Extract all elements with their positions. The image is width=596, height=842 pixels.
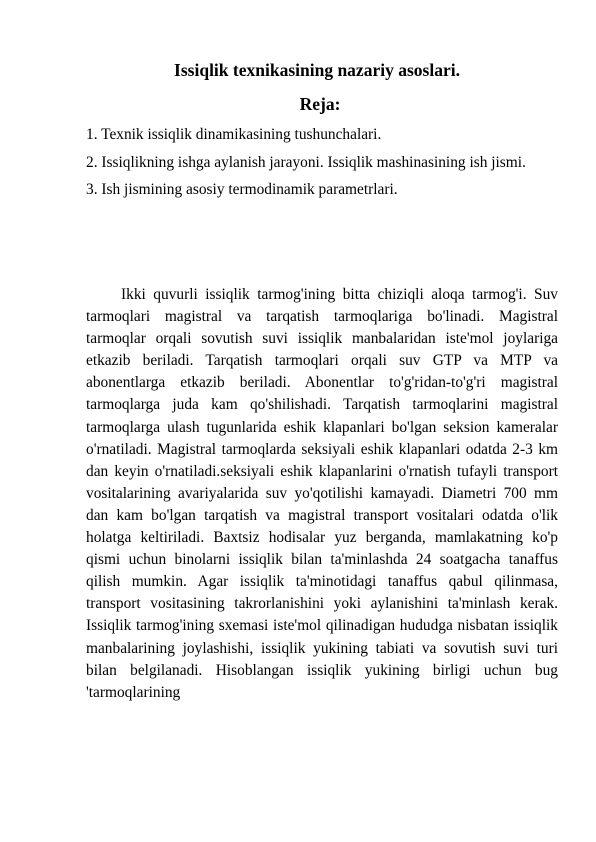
plan-item: 1. Texnik issiqlik dinamikasining tushunchalari. <box>86 126 382 143</box>
body-paragraph: Ikki quvurli issiqlik tarmog'ining bitta chiziqli aloqa tarmog'i. Suv tarmoqlari magistral va tarqatish tarmoqlariga bo'linadi. Magistral tarmoqlar orqali sovutish suvi issiqlik manbalaridan iste'mol joylariga etkazib beriladi. Tarqatish tarmoqlari orqali suv GTP va MTP va abonentlarga etkazib beriladi. Abonentlar to'g'ridan-to'g'ri magistral tarmoqlarga juda kam qo'shilishadi. Tarqatish tarmoqlarini magistral tarmoqlarga ulash tugunlarida eshik klapanlari bo'lgan seksion kameralar o'rnatiladi. Magistral tarmoqlarda seksiyali eshik klapanlari odatda 2-3 km dan keyin o'rnatiladi.seksiyali eshik klapanlarini o'rnatish tufayli transport vositalarining avariyalarida suv yo'qotilishi kamayadi. Diametri 700 mm dan kam bo'lgan tarqatish va magistral transport vositalari odatda o'lik holatga keltiriladi. Baxtsiz hodisalar yuz berganda, mamlakatning ko'p qismi uchun binolarni issiqlik bilan ta'minlashda 24 soatgacha tanaffus qilish mumkin. Agar issiqlik ta'minotidagi tanaffus qabul qilinmasa, transport vositasining takrorlanishini yoki aylanishini ta'minlash kerak. Issiqlik tarmog'ining sxemasi iste'mol qilinadigan hududga nisbatan issiqlik manbalarining joylashishi, issiqlik yukining tabiati va sovutish suvi turi bilan belgilanadi. Hisoblangan issiqlik yukining birligi uchun bug 'tarmoqlarining <box>86 286 558 701</box>
plan-item: 3. Ish jismining asosiy termodinamik parametrlari. <box>86 181 398 198</box>
plan-item: 2. Issiqlikning ishga aylanish jarayoni. Issiqlik mashinasining ish jismi. <box>86 153 526 171</box>
plan-list <box>86 124 558 207</box>
plan-heading: Reja: <box>299 94 341 114</box>
document-title: Issiqlik texnikasining nazariy asoslari. <box>174 60 460 80</box>
